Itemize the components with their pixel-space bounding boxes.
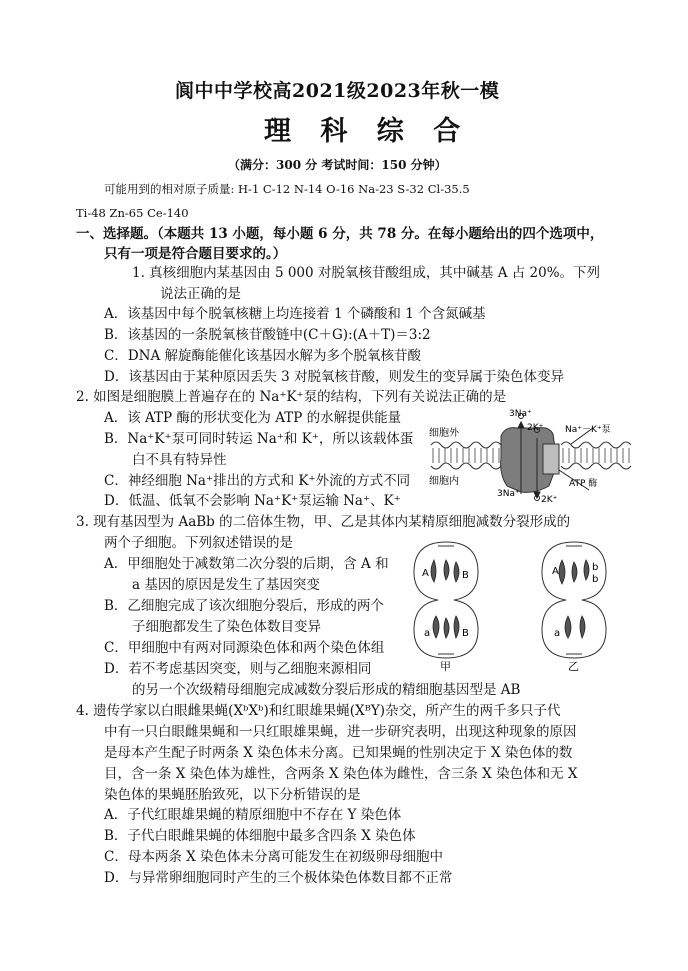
q1-option-a: A．该基因中每个脱氧核糖上均连接着 1 个磷酸和 1 个含氮碱基 bbox=[104, 306, 486, 322]
subject-title: 理 科 综 合 bbox=[264, 116, 471, 147]
cell-yi-label: 乙 bbox=[568, 660, 579, 672]
pump-label: Na⁺－K⁺泵 bbox=[565, 425, 611, 435]
q1-option-d: D．该基因由于某种原因丢失 3 对脱氧核苷酸，则发生的变异属于染色体变异 bbox=[104, 369, 564, 385]
q3-option-d-line2: 的另一个次级精母细胞完成减数分裂后形成的精细胞基因型是 AB bbox=[132, 682, 521, 698]
q3-option-a-line1: A．甲细胞处于减数第二次分裂的后期，含 A 和 bbox=[104, 556, 389, 572]
jia-allele-B-lower: B bbox=[462, 628, 469, 639]
outside-label: 细胞外 bbox=[429, 428, 459, 439]
atpase-label: ATP 酶 bbox=[569, 479, 598, 489]
jia-allele-a: a bbox=[424, 628, 431, 639]
na-top-label: 3Na⁺ bbox=[509, 409, 532, 419]
q2-option-b-line1: B．Na⁺K⁺泵可同时转运 Na⁺和 K⁺，所以该载体蛋 bbox=[104, 431, 414, 447]
q3-option-a-line2: a 基因的原因是发生了基因突变 bbox=[132, 577, 320, 593]
inside-label: 细胞内 bbox=[429, 476, 459, 487]
q4-option-b: B．子代白眼雌果蝇的体细胞中最多含四条 X 染色体 bbox=[104, 828, 416, 844]
k-bottom-label: 2K⁺ bbox=[541, 495, 558, 504]
q3-stem-line1: 3. 现有基因型为 AaBb 的二倍体生物，甲、乙是其体内某精原细胞减数分裂形成的 bbox=[76, 514, 571, 530]
q3-stem-line2: 两个子细胞。下列叙述错误的是 bbox=[104, 535, 293, 551]
q1-option-c: C．DNA 解旋酶能催化该基因水解为多个脱氧核苷酸 bbox=[104, 348, 422, 364]
q4-stem-line4: 目，含一条 X 染色体为雄性，含两条 X 染色体为雌性，含三条 X 染色体和无 X bbox=[104, 766, 578, 782]
q1-stem-line2: 说法正确的是 bbox=[160, 286, 241, 302]
q3-option-c: C．甲细胞中有两对同源染色体和两个染色体组 bbox=[104, 640, 385, 656]
q2-option-b-line2: 白不具有特异性 bbox=[132, 452, 227, 468]
q4-stem-line1: 4. 遗传学家以白眼雌果蝇(XᵇXᵇ)和红眼雄果蝇(XᴮY)杂交，所产生的两千多只子代 bbox=[76, 703, 561, 719]
yi-allele-A: A bbox=[552, 566, 559, 577]
q4-stem-line5: 染色体的果蝇胚胎致死，以下分析错误的是 bbox=[104, 787, 361, 803]
section-heading-line2: 只有一项是符合题目要求的。） bbox=[104, 246, 287, 262]
q1-option-b: B．该基因的一条脱氧核苷酸链中(C＋G):(A＋T)＝3:2 bbox=[104, 327, 431, 343]
q4-stem-line2: 中有一只白眼雌果蝇和一只红眼雄果蝇，进一步研究表明，出现这种现象的原因 bbox=[104, 724, 577, 740]
cell-yi-outline bbox=[542, 542, 606, 658]
q3-option-b-line2: 子细胞都发生了染色体数目变异 bbox=[132, 619, 321, 635]
q4-option-c: C．母本两条 X 染色体未分离可能发生在初级卵母细胞中 bbox=[104, 849, 444, 865]
exam-title: 阆中中学校高2021级2023年秋一模 bbox=[175, 80, 500, 102]
q2-option-c: C．神经细胞 Na⁺排出的方式和 K⁺外流的方式不同 bbox=[104, 473, 411, 489]
cell-jia-label: 甲 bbox=[440, 660, 451, 672]
atomic-masses-line1: 可能用到的相对原子质量: H-1 C-12 N-14 O-16 Na-23 S-32 Cl-35.5 bbox=[104, 182, 470, 196]
q3-option-b-line1: B．乙细胞完成了该次细胞分裂后，形成的两个 bbox=[104, 598, 384, 614]
sodium-potassium-pump-figure bbox=[425, 408, 635, 504]
cell-yi-chromosomes bbox=[559, 560, 589, 638]
q2-stem-line1: 2. 如图是细胞膜上普遍存在的 Na⁺K⁺泵的结构，下列有关说法正确的是 bbox=[76, 389, 507, 405]
q4-option-d: D．与异常卵细胞同时产生的三个极体染色体数目都不正常 bbox=[104, 870, 453, 886]
yi-allele-a: a bbox=[554, 628, 561, 639]
q4-option-a: A．子代红眼雄果蝇的精原细胞中不存在 Y 染色体 bbox=[104, 807, 402, 823]
q4-stem-line3: 是母本产生配子时两条 X 染色体未分离。已知果蝇的性别决定于 X 染色体的数 bbox=[104, 745, 573, 761]
exam-meta: （满分：300 分 考试时间：150 分钟） bbox=[228, 158, 447, 172]
cell-division-figure bbox=[402, 538, 624, 672]
atpase-subunit-shape bbox=[543, 444, 559, 474]
na-bottom-label: 3Na⁺ bbox=[497, 489, 520, 499]
atomic-masses-line2: Ti-48 Zn-65 Ce-140 bbox=[76, 206, 189, 220]
q2-option-d: D．低温、低氧不会影响 Na⁺K⁺泵运输 Na⁺、K⁺ bbox=[104, 493, 401, 509]
section-heading-line1: 一、选择题。（本题共 13 小题，每小题 6 分，共 78 分。在每小题给出的四个选项中， bbox=[76, 226, 604, 242]
jia-allele-A: A bbox=[422, 568, 429, 579]
yi-allele-b: b bbox=[592, 562, 599, 573]
yi-allele-b-2: b bbox=[592, 574, 599, 585]
jia-allele-B: B bbox=[462, 570, 469, 581]
k-top-label: 2K⁺ bbox=[527, 423, 544, 433]
q2-option-a: A．该 ATP 酶的形状变化为 ATP 的水解提供能量 bbox=[104, 410, 402, 426]
q1-stem-line1: 1. 真核细胞内某基因由 5 000 对脱氧核苷酸组成，其中碱基 A 占 20%。下列 bbox=[132, 265, 601, 281]
q3-option-d-line1: D．若不考虑基因突变，则与乙细胞来源相同 bbox=[104, 661, 372, 677]
